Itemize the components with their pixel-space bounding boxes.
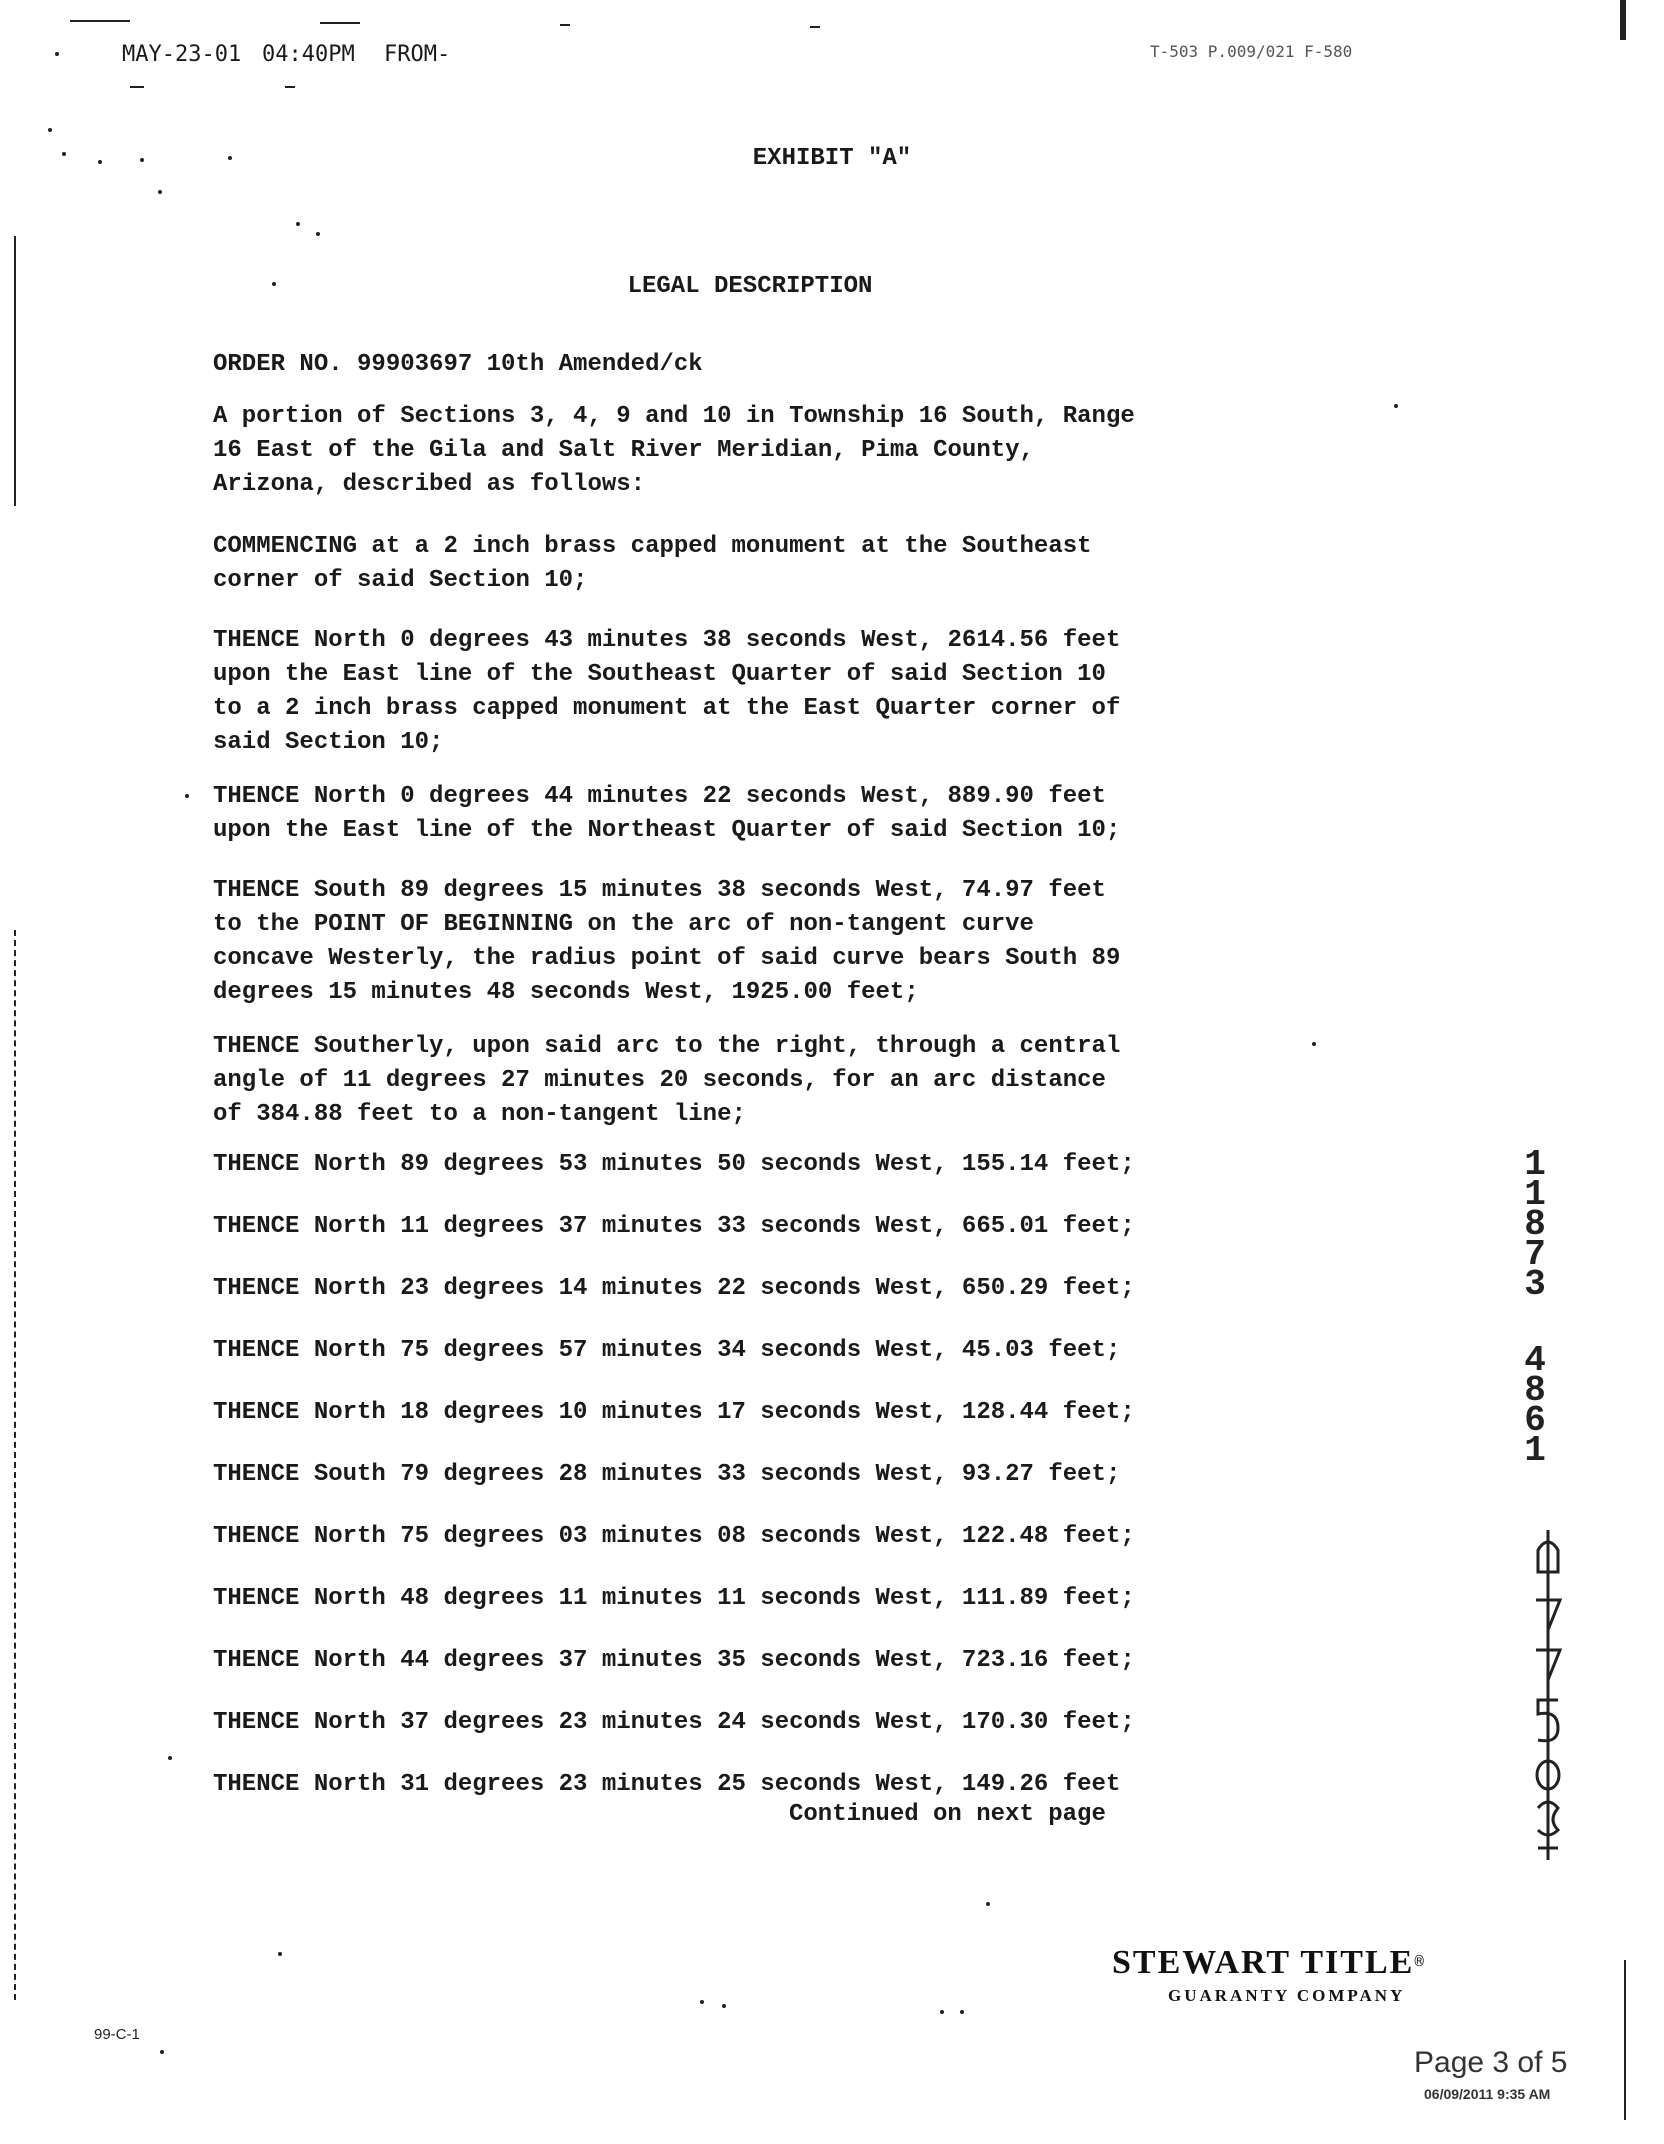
description-paragraph	[213, 1030, 1120, 1132]
fax-time: 04:40PM	[262, 42, 355, 67]
scan-artifact	[1312, 1042, 1316, 1046]
scan-artifact	[722, 2004, 726, 2008]
paragraph-line: to the POINT OF BEGINNING on the arc of non-tangent curve	[213, 911, 1034, 938]
order-number: ORDER NO. 99903697 10th Amended/ck	[213, 351, 703, 378]
scan-artifact	[316, 232, 320, 236]
paragraph-line: of 384.88 feet to a non-tangent line;	[213, 1101, 746, 1128]
print-timestamp: 06/09/2011 9:35 AM	[1424, 2086, 1551, 2102]
scan-artifact	[278, 1952, 282, 1956]
recording-digit: 8	[1524, 1370, 1546, 1411]
form-code: 99-C-1	[94, 2026, 140, 2043]
recording-digit: 1	[1524, 1144, 1546, 1185]
scan-artifact	[560, 24, 570, 26]
recording-strike-mark	[1528, 1530, 1568, 1860]
description-paragraph	[213, 530, 1092, 598]
paragraph-line: Arizona, described as follows:	[213, 471, 646, 498]
recording-digit: 4	[1524, 1340, 1546, 1381]
course-line: THENCE North 11 degrees 37 minutes 33 seconds West, 665.01 feet;	[213, 1213, 1135, 1240]
paragraph-line: COMMENCING at a 2 inch brass capped monument at the Southeast	[213, 533, 1092, 560]
recording-digit: 3	[1524, 1264, 1546, 1305]
scan-artifact	[158, 190, 162, 194]
course-line: THENCE North 75 degrees 57 minutes 34 seconds West, 45.03 feet;	[213, 1337, 1121, 1364]
scan-artifact	[168, 1756, 172, 1760]
course-line: THENCE North 75 degrees 03 minutes 08 seconds West, 122.48 feet;	[213, 1523, 1135, 1550]
scan-artifact	[48, 128, 52, 132]
scan-artifact	[1394, 404, 1398, 408]
scan-edge-line	[1624, 1960, 1626, 2120]
description-paragraph	[213, 400, 1135, 502]
paragraph-line: angle of 11 degrees 27 minutes 20 seconds, for an arc distance	[213, 1067, 1106, 1094]
course-line: THENCE North 18 degrees 10 minutes 17 seconds West, 128.44 feet;	[213, 1399, 1135, 1426]
scan-artifact	[940, 2010, 944, 2014]
recording-digit: 1	[1524, 1430, 1546, 1471]
section-title: LEGAL DESCRIPTION	[627, 273, 873, 300]
description-paragraph	[213, 874, 1120, 1010]
scan-artifact	[285, 86, 295, 88]
description-paragraph	[213, 780, 1120, 848]
registered-mark: ®	[1414, 1953, 1424, 1972]
paragraph-line: said Section 10;	[213, 729, 444, 756]
page-indicator: Page 3 of 5	[1414, 2046, 1568, 2079]
course-line: THENCE North 37 degrees 23 minutes 24 seconds West, 170.30 feet;	[213, 1709, 1135, 1736]
scan-artifact	[296, 222, 300, 226]
continued-note: Continued on next page	[789, 1801, 1106, 1828]
paragraph-line: THENCE South 89 degrees 15 minutes 38 seconds West, 74.97 feet	[213, 877, 1106, 904]
recording-digit: 7	[1524, 1234, 1546, 1275]
company-subtitle: GUARANTY COMPANY	[1168, 1986, 1406, 2005]
scan-artifact	[810, 26, 820, 28]
fax-page-code: T-503 P.009/021 F-580	[1150, 42, 1353, 61]
course-line: THENCE North 89 degrees 53 minutes 50 seconds West, 155.14 feet;	[213, 1151, 1135, 1178]
paragraph-line: upon the East line of the Southeast Quarter of said Section 10	[213, 661, 1106, 688]
recording-book-number	[1520, 1144, 1550, 1305]
course-line: THENCE North 23 degrees 14 minutes 22 seconds West, 650.29 feet;	[213, 1275, 1135, 1302]
course-line: THENCE North 48 degrees 11 minutes 11 seconds West, 111.89 feet;	[213, 1585, 1135, 1612]
exhibit-title: EXHIBIT "A"	[752, 145, 912, 172]
course-line: THENCE North 31 degrees 23 minutes 25 seconds West, 149.26 feet	[213, 1771, 1121, 1798]
scan-artifact	[986, 1902, 990, 1906]
paragraph-line: A portion of Sections 3, 4, 9 and 10 in Township 16 South, Range	[213, 403, 1135, 430]
company-name: STEWART TITLE	[1112, 1944, 1415, 1981]
course-list	[213, 1148, 1135, 1832]
recording-digit: 1	[1524, 1174, 1546, 1215]
paragraph-line: THENCE North 0 degrees 44 minutes 22 seconds West, 889.90 feet	[213, 783, 1106, 810]
company-logo	[1112, 1944, 1424, 1982]
paragraph-line: corner of said Section 10;	[213, 567, 588, 594]
scan-artifact	[55, 52, 59, 56]
recording-digit: 8	[1524, 1204, 1546, 1245]
fax-from: FROM-	[384, 42, 451, 67]
course-line: THENCE North 44 degrees 37 minutes 35 seconds West, 723.16 feet;	[213, 1647, 1135, 1674]
paragraph-line: to a 2 inch brass capped monument at the East Quarter corner of	[213, 695, 1121, 722]
scan-artifact	[185, 794, 189, 798]
scan-artifact	[1620, 0, 1626, 40]
fax-date: MAY-23-01	[122, 42, 242, 67]
paragraph-line: upon the East line of the Northeast Quarter of said Section 10;	[213, 817, 1121, 844]
scan-artifact	[700, 2000, 704, 2004]
scan-artifact	[160, 2050, 164, 2054]
description-paragraph	[213, 624, 1120, 760]
paragraph-line: THENCE Southerly, upon said arc to the right, through a central	[213, 1033, 1121, 1060]
course-line: THENCE South 79 degrees 28 minutes 33 seconds West, 93.27 feet;	[213, 1461, 1121, 1488]
paragraph-line: 16 East of the Gila and Salt River Meridian, Pima County,	[213, 437, 1034, 464]
scan-artifact	[960, 2010, 964, 2014]
paragraph-line: concave Westerly, the radius point of said curve bears South 89	[213, 945, 1121, 972]
recording-page-number	[1520, 1340, 1550, 1471]
scan-artifact	[130, 86, 144, 88]
scan-artifact	[320, 22, 360, 24]
recording-digit: 6	[1524, 1400, 1546, 1441]
scan-edge-line	[14, 930, 18, 2000]
paragraph-line: degrees 15 minutes 48 seconds West, 1925.00 feet;	[213, 979, 919, 1006]
paragraph-line: THENCE North 0 degrees 43 minutes 38 seconds West, 2614.56 feet	[213, 627, 1121, 654]
scan-artifact	[70, 20, 130, 22]
